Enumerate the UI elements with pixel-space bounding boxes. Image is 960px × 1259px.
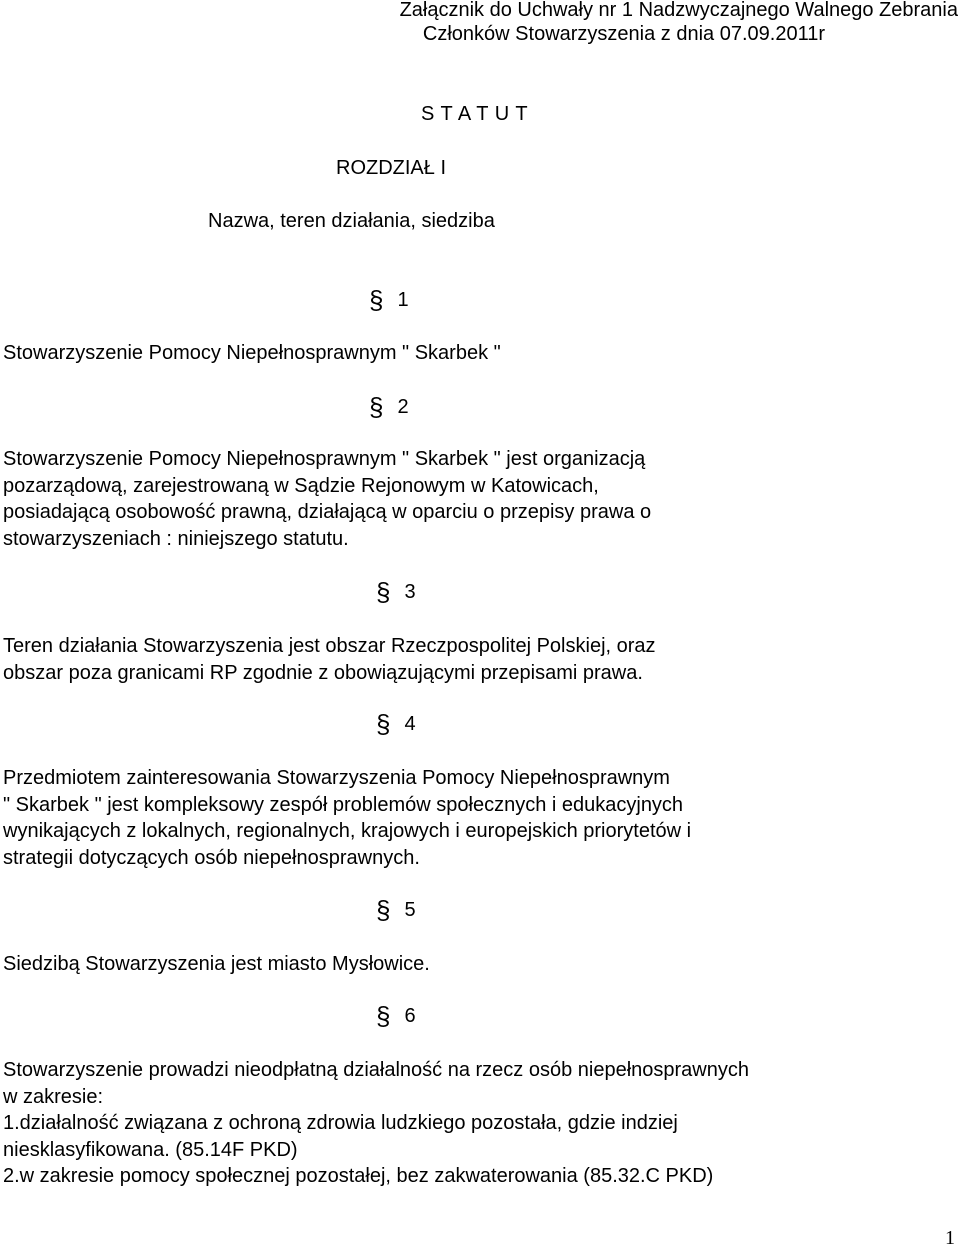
text-line: stowarzyszeniach : niniejszego statutu. (3, 527, 349, 550)
text-line: Teren działania Stowarzyszenia jest obszar Rzeczpospolitej Polskiej, oraz (3, 635, 656, 657)
text-line: Stowarzyszenie prowadzi nieodpłatną działalność na rzecz osób niepełnosprawnych (3, 1059, 749, 1081)
text-line: Stowarzyszenie Pomocy Niepełnosprawnym " Skarbek " (3, 342, 501, 364)
section-heading-6 (376, 1001, 416, 1031)
section-body-6 (3, 1057, 749, 1190)
section-symbol: § (369, 392, 384, 422)
text-line: 2.w zakresie pomocy społecznej pozostałej, bez zakwaterowania (85.32.C PKD) (3, 1165, 714, 1187)
text-line: pozarządową, zarejestrowaną w Sądzie Rejonowym w Katowicach, (3, 474, 599, 497)
header-line-1: Załącznik do Uchwały nr 1 Nadzwyczajnego Walnego Zebrania (399, 0, 958, 21)
section-symbol: § (376, 1001, 391, 1031)
text-line: Przedmiotem zainteresowania Stowarzyszenia Pomocy Niepełnosprawnym (3, 767, 670, 789)
text-line: " Skarbek " jest kompleksowy zespół problemów społecznych i edukacyjnych (3, 793, 684, 816)
chapter-subtitle: Nazwa, teren działania, siedziba (208, 210, 495, 232)
text-line: strategii dotyczących osób niepełnosprawnych. (3, 846, 420, 869)
section-body-3 (3, 633, 656, 686)
section-heading-4 (376, 709, 416, 739)
text-line: niesklasyfikowana. (85.14F PKD) (3, 1138, 298, 1161)
section-number: 5 (404, 899, 416, 921)
section-body-1 (3, 340, 501, 367)
section-number: 1 (397, 289, 409, 311)
section-body-5 (3, 951, 430, 978)
chapter-heading: ROZDZIAŁ I (336, 157, 447, 179)
section-body-4 (3, 765, 691, 871)
section-symbol: § (376, 895, 391, 925)
section-heading-2 (369, 392, 409, 422)
section-heading-1 (369, 285, 409, 315)
text-line: wynikających z lokalnych, regionalnych, krajowych i europejskich priorytetów i (3, 820, 692, 842)
text-line: 1.działalność związana z ochroną zdrowia ludzkiego pozostała, gdzie indziej (3, 1112, 678, 1134)
section-heading-3 (376, 577, 416, 607)
header-line-2: Członków Stowarzyszenia z dnia 07.09.2011r (422, 23, 825, 45)
document-title: S T A T U T (421, 103, 529, 125)
section-heading-5 (376, 895, 416, 925)
section-number: 6 (404, 1005, 416, 1027)
text-line: Stowarzyszenie Pomocy Niepełnosprawnym " Skarbek " jest organizacją (3, 448, 646, 470)
section-symbol: § (369, 285, 384, 315)
text-line: posiadającą osobowość prawną, działającą w oparciu o przepisy prawa o (3, 501, 652, 523)
text-line: obszar poza granicami RP zgodnie z obowiązującymi przepisami prawa. (3, 661, 643, 684)
section-number: 2 (397, 396, 409, 418)
section-symbol: § (376, 709, 391, 739)
page-number: 1 (945, 1227, 955, 1249)
text-line: w zakresie: (3, 1085, 104, 1108)
section-number: 3 (404, 581, 416, 603)
section-symbol: § (376, 577, 391, 607)
section-number: 4 (404, 713, 416, 735)
text-line: Siedzibą Stowarzyszenia jest miasto Mysłowice. (3, 953, 430, 975)
section-body-2 (3, 446, 651, 552)
